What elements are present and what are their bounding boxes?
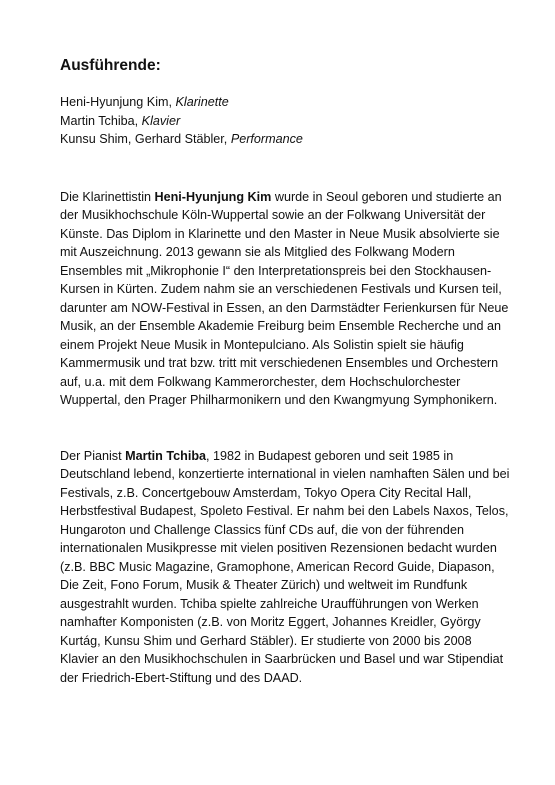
performer-role: Klarinette (175, 95, 229, 109)
bio-name: Heni-Hyunjung Kim (154, 189, 272, 204)
performer-list (60, 93, 510, 149)
bio-text: wurde in Seoul geboren und studierte an der Musikhochschule Köln-Wuppertal sowie an der Folkwang Universität der Künste. Das Diplom in Klarinette und den Master in Neue Musik absolvierte sie mit Auszeichnung. 2013 gewann sie als Mitglied des Folkwang Modern Ensembles mit „Mikrophonie I“ den Interpretationspreis bei den Stockhausen-Kursen in Kürten. Zudem nahm sie an verschiedenen Festivals und Kursen teil, darunter am NOW-Festival in Essen, an den Darmstädter Ferienkursen für Neue Musik, an der Ensemble Akademie Freiburg beim Ensemble Recherche und an einem Projekt Neue Musik in Montepulciano. Als Solistin spielt sie häufig Kammermusik und trat bzw. tritt mit verschiedenen Ensembles und Orchestern auf, u.a. mit dem Folkwang Kammerorchester, dem Hochschulorchester Wuppertal, den Prager Philharmonikern und den Kwangmyung Symphonikern. (60, 189, 509, 407)
bio-prefix: Der Pianist (60, 448, 126, 463)
performer-names: Heni-Hyunjung Kim, (60, 95, 176, 109)
performer-line (60, 93, 510, 112)
biography-kim (60, 188, 510, 410)
document-page (60, 56, 510, 687)
performer-names: Martin Tchiba, (60, 113, 142, 128)
performer-role: Klavier (141, 113, 181, 128)
performer-role: Performance (230, 132, 303, 146)
performer-line (60, 112, 510, 131)
performer-names: Kunsu Shim, Gerhard Stäbler, (60, 132, 231, 146)
biography-tchiba (60, 447, 510, 688)
bio-text: , 1982 in Budapest geboren und seit 1985 in Deutschland lebend, konzertierte international in vielen namhaften Sälen und bei Festivals, z.B. Concertgebouw Amsterdam, Tokyo Opera City Recital Hall, Herbstfestival Budapest, Spoleto Festival. Er nahm bei den Labels Naxos, Telos, Hungaroton und Challenge Classics fünf CDs auf, die von der führenden internationalen Musikpresse mit vielen positiven Rezensionen bedacht wurden (z.B. BBC Music Magazine, Gramophone, American Record Guide, Diapason, Die Zeit, Fono Forum, Musik & Theater Zürich) und weltweit im Rundfunk ausgestrahlt wurden. Tchiba spielte zahlreiche Uraufführungen von Werken namhafter Komponisten (z.B. von Moritz Eggert, Johannes Kreidler, György Kurtág, Kunsu Shim und Gerhard Stäbler). Er studierte von 2000 bis 2008 Klavier an den Musikhochschulen in Saarbrücken und Basel und war Stipendiat der Friedrich-Ebert-Stiftung und des DAAD. (60, 448, 510, 685)
bio-name: Martin Tchiba (125, 448, 207, 463)
section-heading: Ausführende: (60, 57, 161, 74)
performer-line (60, 130, 510, 149)
bio-prefix: Die Klarinettistin (60, 189, 155, 204)
